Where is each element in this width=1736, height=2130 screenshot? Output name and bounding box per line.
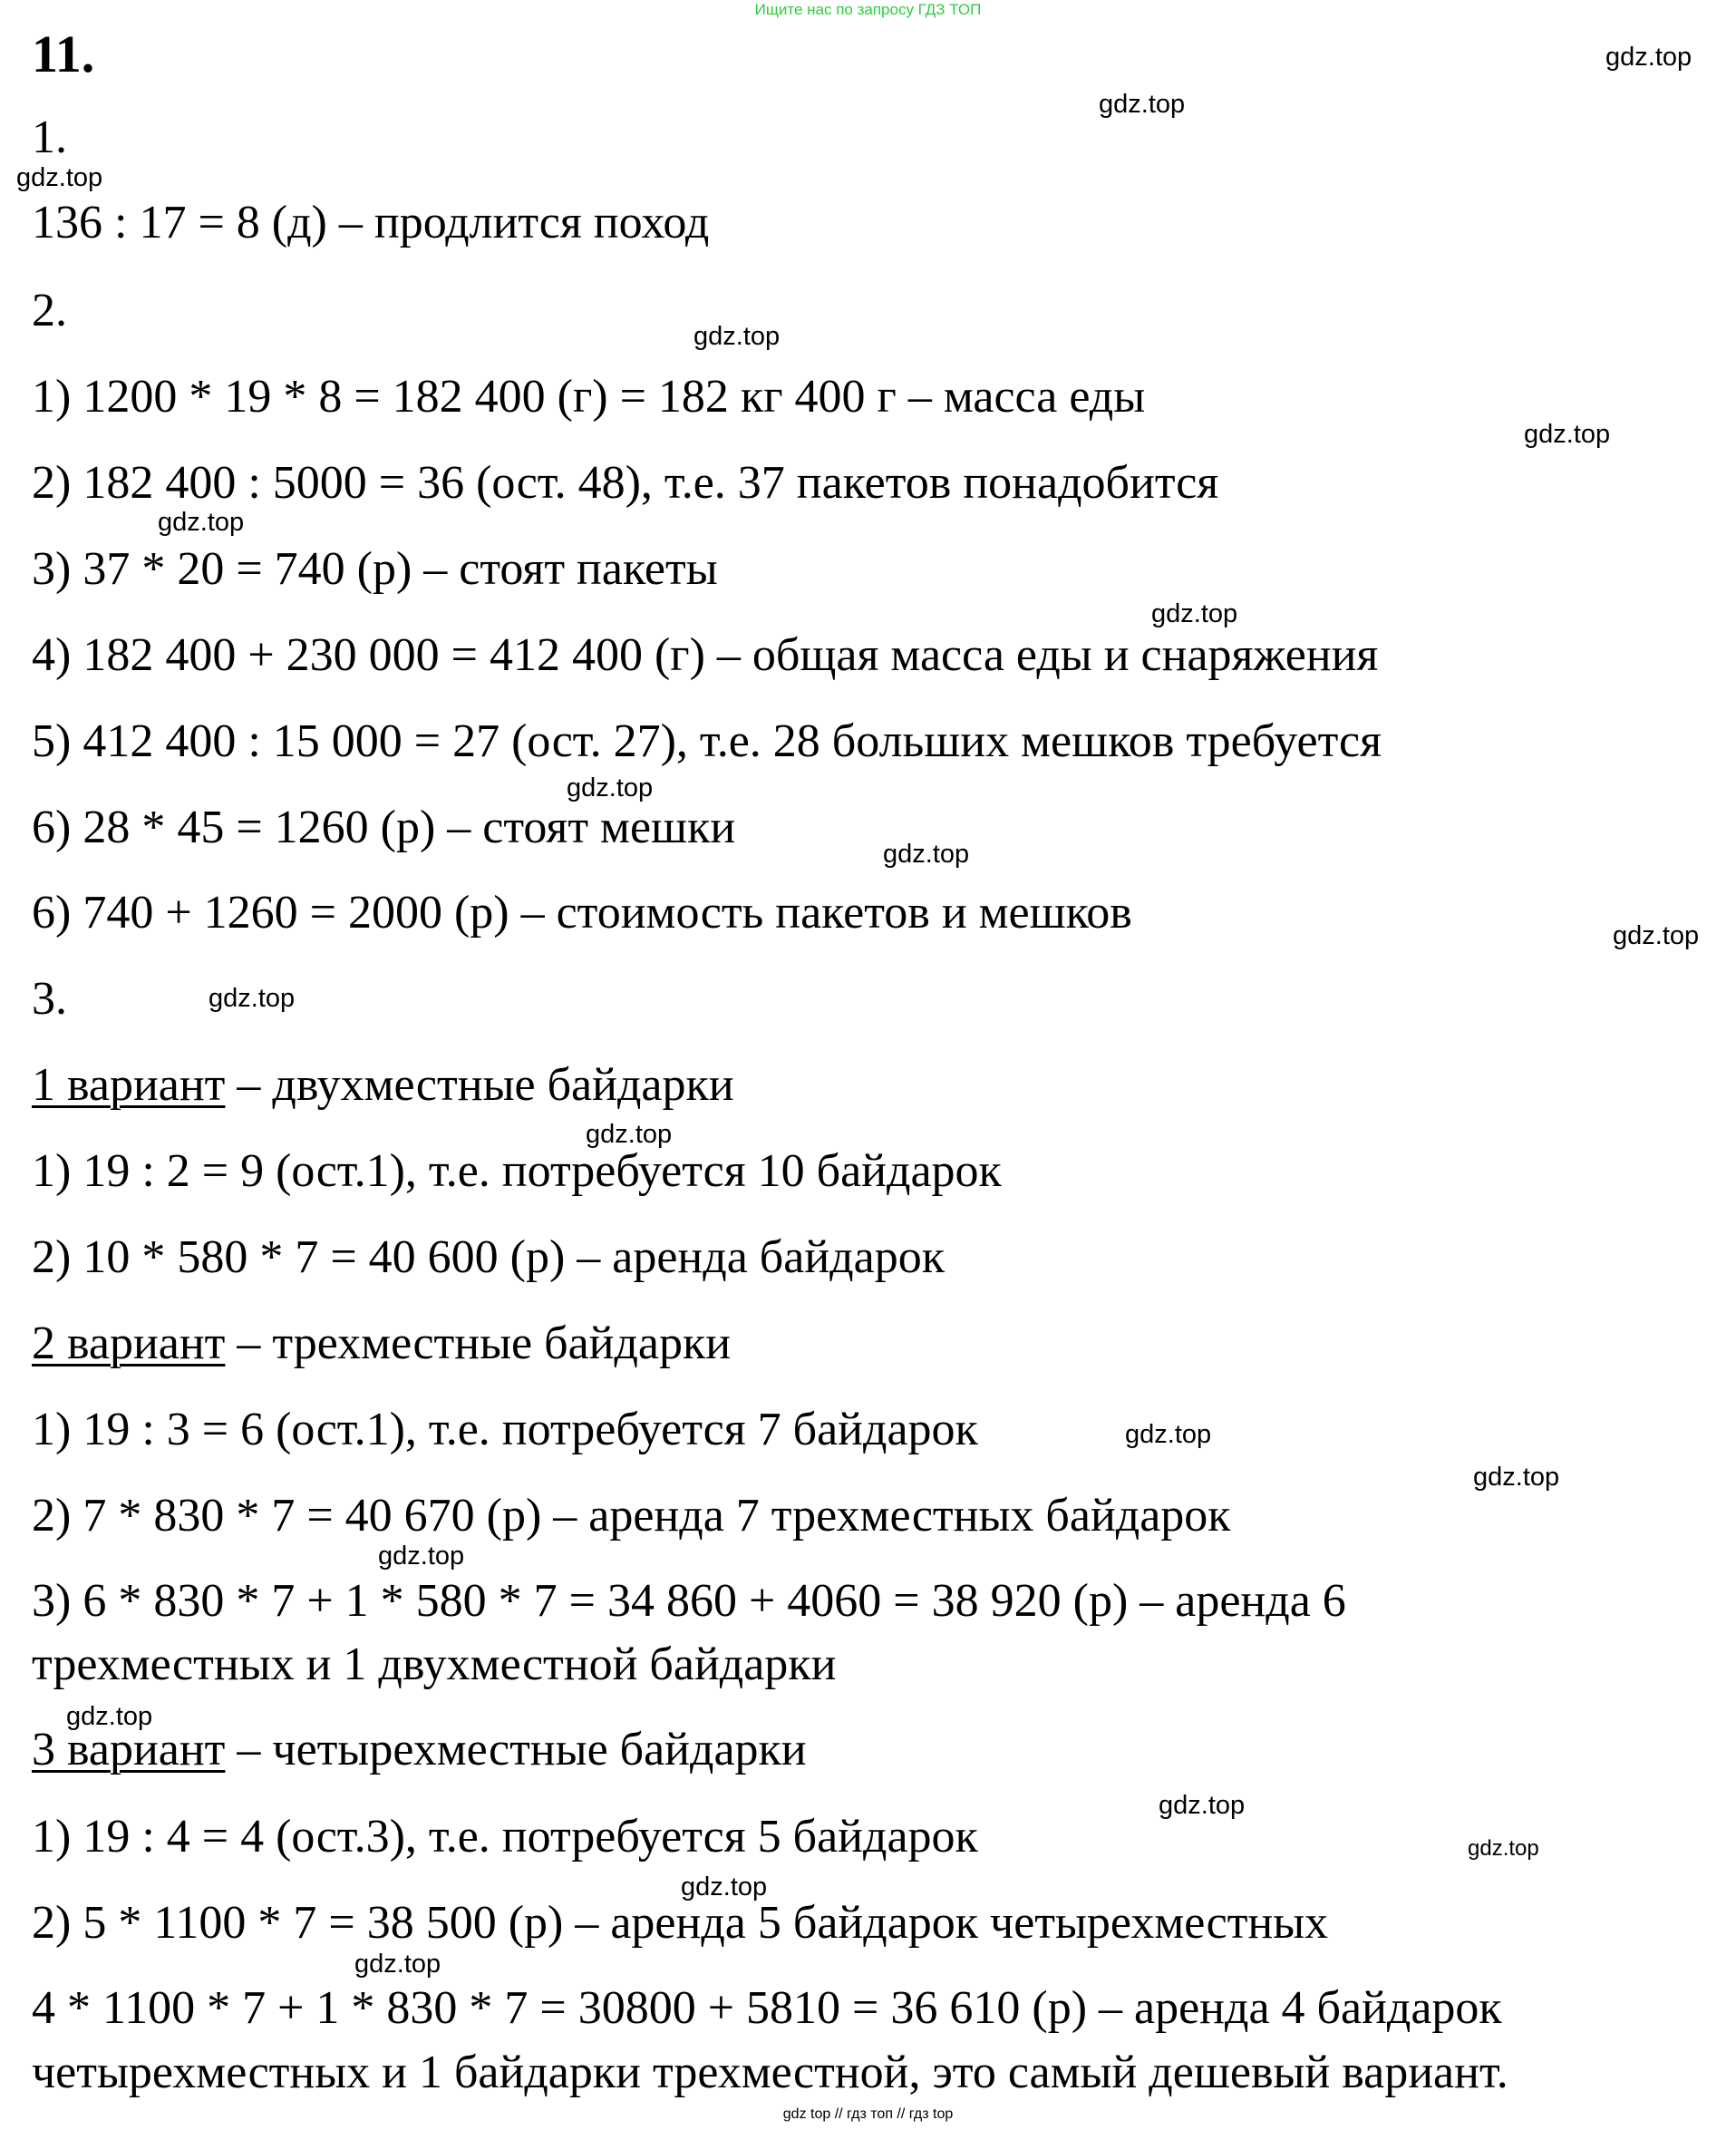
watermark: gdz.top bbox=[883, 840, 970, 869]
variant3-title: 3 вариант bbox=[32, 1724, 226, 1775]
variant1-title: 1 вариант bbox=[32, 1059, 226, 1111]
variant3-line-2: 2) 5 * 1100 * 7 = 38 500 (р) – аренда 5 байдарок четырехместных bbox=[32, 1897, 1329, 1949]
watermark: gdz.top bbox=[1613, 921, 1700, 950]
part2-line-5: 5) 412 400 : 15 000 = 27 (ост. 27), т.е. 28 больших мешков требуется bbox=[32, 715, 1382, 767]
watermark: gdz.top bbox=[586, 1120, 673, 1149]
variant3-line-1: 1) 19 : 4 = 4 (ост.3), т.е. потребуется 5 байдарок bbox=[32, 1811, 978, 1863]
watermark: gdz.top bbox=[354, 1950, 441, 1979]
variant2-title: 2 вариант bbox=[32, 1318, 226, 1369]
watermark: gdz.top bbox=[1605, 43, 1692, 72]
watermark: gdz.top bbox=[1524, 420, 1611, 449]
watermark: gdz.top bbox=[16, 163, 103, 192]
part2-line-6: 6) 28 * 45 = 1260 (р) – стоят мешки bbox=[32, 802, 736, 853]
variant3-heading bbox=[32, 1723, 807, 1777]
watermark: gdz.top bbox=[158, 508, 245, 537]
variant1-line-2: 2) 10 * 580 * 7 = 40 600 (р) – аренда байдарок bbox=[32, 1231, 945, 1283]
watermark: gdz.top bbox=[681, 1872, 768, 1901]
variant3-line-4: четырехместных и 1 байдарки трехместной, это самый дешевый вариант. bbox=[32, 2047, 1508, 2098]
variant3-line-3: 4 * 1100 * 7 + 1 * 830 * 7 = 30800 + 5810 = 36 610 (р) – аренда 4 байдарок bbox=[32, 1982, 1502, 2034]
variant2-desc: – трехместные байдарки bbox=[225, 1318, 732, 1369]
watermark: gdz.top bbox=[1099, 90, 1186, 119]
variant2-line-1: 1) 19 : 3 = 6 (ост.1), т.е. потребуется 7 байдарок bbox=[32, 1404, 978, 1455]
variant2-line-3: 3) 6 * 830 * 7 + 1 * 580 * 7 = 34 860 + 4060 = 38 920 (р) – аренда 6 bbox=[32, 1575, 1346, 1627]
watermark: gdz.top bbox=[693, 322, 781, 351]
watermark: gdz.top bbox=[1159, 1791, 1246, 1820]
variant2-line-2: 2) 7 * 830 * 7 = 40 670 (р) – аренда 7 трехместных байдарок bbox=[32, 1490, 1231, 1542]
part2-line-4: 4) 182 400 + 230 000 = 412 400 (г) – общая масса еды и снаряжения bbox=[32, 629, 1379, 681]
watermark: gdz.top bbox=[1473, 1463, 1560, 1492]
variant2-line-4: трехместных и 1 двухместной байдарки bbox=[32, 1639, 837, 1690]
part1-label: 1. bbox=[32, 112, 67, 163]
top-banner: Ищите нас по запросу ГДЗ ТОП bbox=[754, 1, 982, 18]
task-number-heading: 11. bbox=[32, 24, 95, 83]
watermark: gdz.top bbox=[209, 984, 296, 1013]
part2-line-7: 6) 740 + 1260 = 2000 (р) – стоимость пакетов и мешков bbox=[32, 887, 1132, 939]
watermark: gdz.top bbox=[378, 1542, 465, 1571]
part2-label: 2. bbox=[32, 285, 67, 336]
variant1-line-1: 1) 19 : 2 = 9 (ост.1), т.е. потребуется 10 байдарок bbox=[32, 1145, 1002, 1197]
variant1-heading bbox=[32, 1058, 734, 1113]
watermark: gdz.top bbox=[1125, 1420, 1212, 1449]
part2-line-3: 3) 37 * 20 = 740 (р) – стоят пакеты bbox=[32, 543, 718, 595]
footer-watermark: gdz top // гдз топ // гдз top bbox=[782, 2106, 954, 2122]
part2-line-2: 2) 182 400 : 5000 = 36 (ост. 48), т.е. 37 пакетов понадобится bbox=[32, 457, 1219, 509]
variant1-desc: – двухместные байдарки bbox=[225, 1059, 734, 1111]
part1-line: 136 : 17 = 8 (д) – продлится поход bbox=[32, 197, 710, 248]
part3-label: 3. bbox=[32, 973, 67, 1025]
variant3-desc: – четырехместные байдарки bbox=[225, 1724, 807, 1775]
part2-line-1: 1) 1200 * 19 * 8 = 182 400 (г) = 182 кг 400 г – масса еды bbox=[32, 371, 1146, 423]
watermark: gdz.top bbox=[66, 1702, 153, 1731]
watermark: gdz.top bbox=[1151, 599, 1238, 628]
variant2-heading bbox=[32, 1317, 731, 1371]
watermark: gdz.top bbox=[567, 773, 654, 802]
watermark: gdz.top bbox=[1468, 1836, 1539, 1861]
